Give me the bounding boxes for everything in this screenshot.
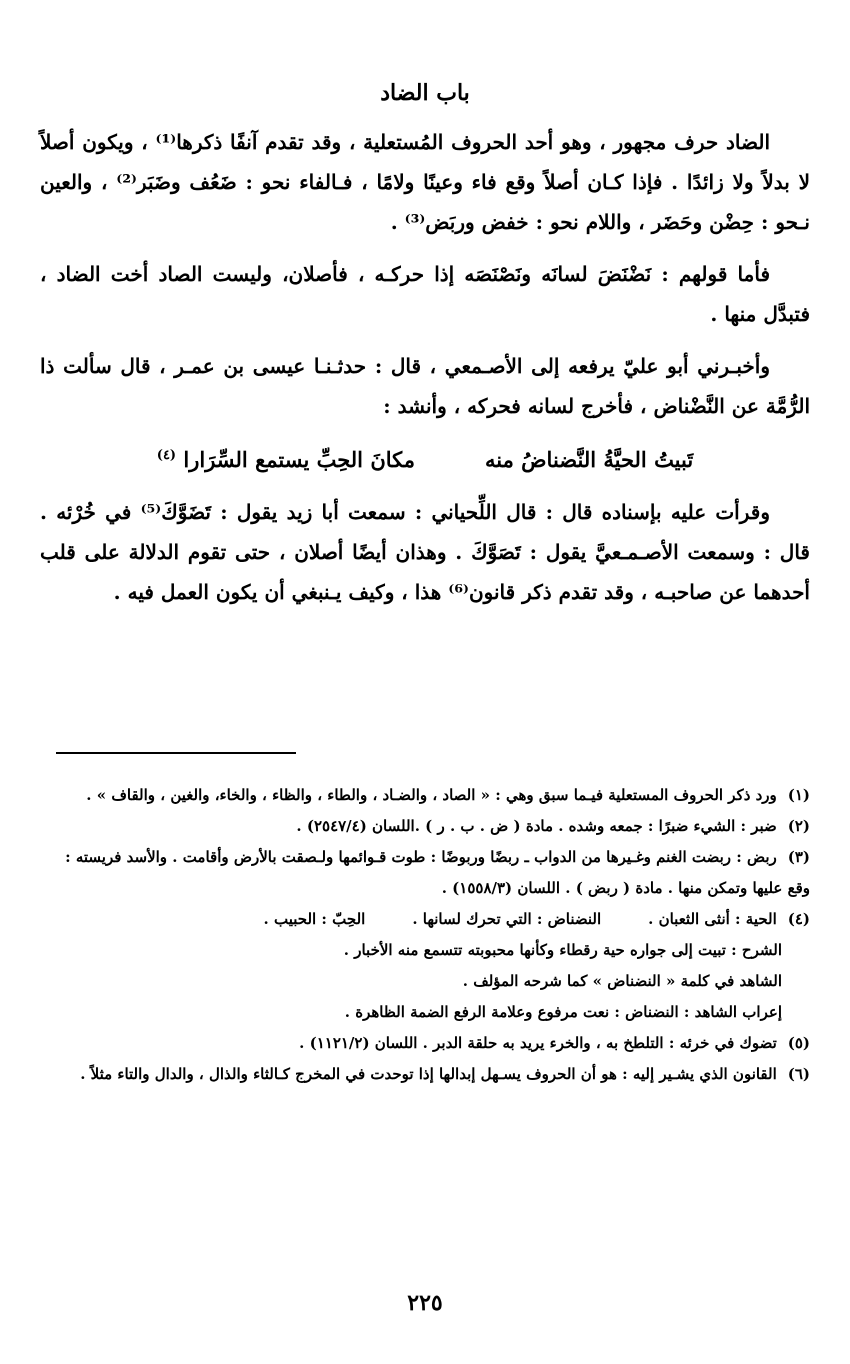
footnote-5: (٥) تضوك في خرئه : التلطخ به ، والخرء يريد به حلقة الدبر . اللسان (١١٢١/٢) .: [40, 1028, 810, 1059]
paragraph-4: وقرأت عليه بإسناده قال : قال اللِّحياني : سمعت أبا زيد يقول : تَضَوَّكَ⁽⁵⁾ في خُرْئه . قال : وسمعت الأصـمـعيَّ يقول : تَصَوَّكَ . وهذان أيضًا أصلان ، حتى تقوم الدلالة على قلب أحدهما عن صاحبـه ، وقد تقدم ذكر قانون⁽⁶⁾ هذا ، وكيف يـنبغي أن يكون العمل فيه .: [40, 500, 810, 604]
page-body: [40, 80, 810, 624]
paragraph-1: الضاد حرف مجهور ، وهو أحد الحروف المُستعلية ، وقد تقدم آنفًا ذكرها⁽¹⁾ ، ويكون أصلاً لا بدلاً ولا زائدًا . فإذا كـان أصلاً وقع فاء وعينًا ولامًا ، فـالفاء نحو : ضَعُف وضَبَر⁽²⁾ ، والعين نـحو : حِضْن وحَضَر ، واللام نحو : خفض وربَض⁽³⁾ .: [40, 130, 811, 234]
footnote-2: (٢) ضبر : الشيء ضبرًا : جمعه وشده . مادة ( ض . ب . ر ) .اللسان (٢٥٤٧/٤) .: [40, 811, 810, 842]
footnote-4-explanation: الشرح : تبيت إلى جواره حية رقطاء وكأنها محبوبته تتسمع منه الأخبار .: [343, 941, 782, 959]
footnote-number: (١): [787, 786, 810, 804]
footnotes: [40, 780, 810, 1090]
footnote-4-evidence: الشاهد في كلمة « النضناض » كما شرحه المؤلف .: [462, 972, 782, 990]
verse-first-hemistich: تَبيتُ الحيَّةُ النَّضناضُ منه: [485, 447, 694, 472]
footnote-number: (٥): [787, 1034, 810, 1052]
paragraph-2: فأما قولهم : نَضْنَضَ لسانَه ونَصْنَصَه إذا حركـه ، فأصلان، وليست الصاد أخت الضاد ، فتبدَّل منها .: [40, 262, 810, 326]
footnote-6: (٦) القانون الذي يشـير إليه : هو أن الحروف يسـهل إبدالها إذا توحدت في المخرج كـالثاء والذال ، والدال والتاء مثلاً .: [40, 1059, 810, 1090]
chapter-title: باب الضاد: [380, 80, 470, 106]
footnote-1: (١) ورد ذكر الحروف المستعلية فيـما سبق وهي : « الصاد ، والضـاد ، والطاء ، والظاء ، والخاء، والغين ، والقاف » .: [40, 780, 810, 811]
poetry-verse: [40, 438, 810, 482]
footnote-number: (٢): [787, 817, 810, 835]
verse-second-hemistich: مكانَ الحِبِّ يستمع السِّرَارا $^{(٤)}$: [156, 447, 415, 472]
footnote-number: (٤): [787, 910, 810, 928]
footnote-4: (٤) الحية : أنثى الثعبان . النضناض : التي تحرك لسانها . الحِبّ : الحبيب .: [40, 904, 810, 935]
footnote-number: (٣): [787, 848, 810, 866]
footnote-number: (٦): [787, 1065, 810, 1083]
footnote-3: (٣) ربض : ربضت الغنم وغـيرها من الدواب ـ ربضًا وربوضًا : طوت قـوائمها ولـصقت بالأرض وأقامت . والأسد فريسته : وقع عليها وتمكن منها . مادة ( ربض ) . اللسان (١٥٥٨/٣) .: [40, 842, 810, 904]
paragraph-3: وأخبـرني أبو عليّ يرفعه إلى الأصـمعي ، قال : حدثـنـا عيسى بن عمـر ، قال سألت ذا الرُّمَّة عن النَّضْناض ، فأخرج لسانه فحركه ، وأنشد :: [40, 354, 810, 418]
page-number: ٢٢٥: [407, 1290, 443, 1316]
footnote-separator: [56, 752, 296, 754]
footnote-4-parsing: إعراب الشاهد : النضناض : نعت مرفوع وعلامة الرفع الضمة الظاهرة .: [344, 1003, 782, 1021]
verse-footnote-marker: (٤): [156, 448, 177, 463]
